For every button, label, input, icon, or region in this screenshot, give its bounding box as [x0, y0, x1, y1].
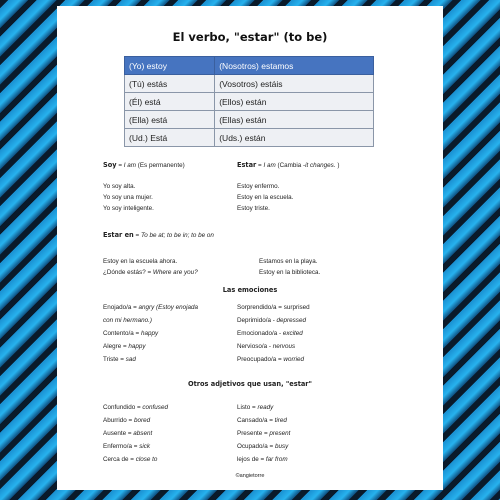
footer-credit: ©angietorre [235, 473, 265, 479]
list-item [103, 417, 150, 425]
table-cell: (Uds.) están [215, 129, 374, 147]
word-es: Cerca de = [103, 456, 136, 463]
list-item [237, 343, 295, 351]
list-item [237, 317, 306, 325]
word-es: Alegre = [103, 343, 129, 350]
table-cell: (Ud.) Está [125, 129, 215, 147]
example: Estamos en la playa. [259, 258, 318, 265]
word-en: close to [135, 456, 158, 463]
word-es: Aburrido = [103, 417, 134, 424]
word-en: busy [274, 443, 289, 450]
list-item [103, 330, 158, 338]
word-en: present [269, 430, 291, 437]
table-cell: (Yo) estoy [125, 57, 215, 75]
word-en: nervous [272, 343, 296, 350]
list-item [103, 343, 146, 351]
word-es: Emocionado/a - [237, 330, 283, 337]
estar-en-eq: = [133, 232, 141, 239]
list-item [237, 304, 310, 312]
example: Yo soy inteligente. [103, 205, 154, 212]
estar-definition [237, 161, 339, 170]
estar-note-end: ) [335, 162, 340, 169]
list-item [103, 356, 136, 364]
word-en: sick [139, 443, 151, 450]
word-es: Contento/a = [103, 330, 141, 337]
word-en: ready [257, 404, 274, 411]
otros-heading: Otros adjetivos que usan, "estar" [188, 380, 312, 388]
word-en: excited [282, 330, 303, 337]
word-es: Listo = [237, 404, 258, 411]
soy-meaning: I am [123, 162, 137, 169]
table-row [125, 129, 374, 147]
word-en: happy [128, 343, 146, 350]
word-es: Confundido = [103, 404, 143, 411]
word-en: sad [125, 356, 136, 363]
example: Estoy en la escuela ahora. [103, 258, 178, 265]
word-es: Triste = [103, 356, 126, 363]
estar-eq: = [256, 162, 264, 169]
example: Yo soy una mujer. [103, 194, 153, 201]
example: Estoy en la escuela. [237, 194, 294, 201]
example: Yo soy alta. [103, 183, 136, 190]
word-es: Ocupado/a = [237, 443, 275, 450]
example-es: ¿Dónde estás? = [103, 269, 153, 276]
emociones-heading: Las emociones [222, 286, 278, 294]
estar-meaning: I am [263, 162, 276, 169]
estar-en-meaning: To be at; to be in; to be on [140, 232, 214, 239]
table-cell: (Vosotros) estáis [215, 75, 374, 93]
word-en: con mi hermano.) [103, 317, 152, 324]
table-row [125, 75, 374, 93]
word-en: happy [140, 330, 159, 337]
list-item [103, 304, 198, 312]
list-item [237, 417, 287, 425]
estar-en-definition [103, 231, 214, 240]
word-en: absent [133, 430, 153, 437]
example-en: Where are you? [152, 269, 198, 276]
list-item [103, 456, 157, 464]
word-es: Preocupado/a = [237, 356, 284, 363]
word-es: Enojado/a = [103, 304, 139, 311]
soy-word: Soy [103, 161, 117, 169]
example: Estoy triste. [237, 205, 270, 212]
table-row [125, 57, 374, 75]
estar-note: (Cambia - [275, 162, 306, 169]
word-en: depressed [276, 317, 306, 324]
list-item [103, 443, 150, 451]
worksheet-title: El verbo, "estar" (to be) [172, 30, 328, 44]
word-en: far from [265, 456, 288, 463]
word-es: Ausente = [103, 430, 134, 437]
word-en: bored [133, 417, 151, 424]
word-es: Sorprendido/a = surprised [237, 304, 310, 311]
table-cell: (Tú) estás [125, 75, 215, 93]
table-cell: (Nosotros) estamos [215, 57, 374, 75]
word-es: Nervioso/a - [237, 343, 273, 350]
word-en: tired [274, 417, 287, 424]
conjugation-table [124, 56, 374, 147]
example [103, 269, 198, 277]
list-item [237, 456, 288, 464]
table-cell: (Él) está [125, 93, 215, 111]
list-item [237, 430, 290, 438]
list-item [237, 404, 273, 412]
list-item [237, 443, 288, 451]
example: Estoy en la biblioteca. [259, 269, 321, 276]
estar-word: Estar [237, 161, 257, 169]
word-en: angry (Estoy enojada [138, 304, 199, 311]
table-cell: (Ella) está [125, 111, 215, 129]
estar-note-meaning: it changes. [305, 162, 336, 169]
word-en: worried [283, 356, 305, 363]
list-item [103, 404, 168, 412]
soy-note: (Es permanente) [136, 162, 185, 169]
word-es: lejos de = [237, 456, 266, 463]
list-item [103, 430, 152, 438]
example: Estoy enfermo. [237, 183, 280, 190]
word-es: Enfermo/a = [103, 443, 140, 450]
table-row [125, 111, 374, 129]
word-es: Cansado/a = [237, 417, 275, 424]
table-cell: (Ellos) están [215, 93, 374, 111]
word-en: confused [142, 404, 168, 411]
word-es: Presente = [237, 430, 270, 437]
table-row [125, 93, 374, 111]
list-item [237, 330, 303, 338]
list-item [103, 317, 152, 325]
worksheet-page [57, 6, 443, 490]
table-cell: (Ellas) están [215, 111, 374, 129]
word-es: Deprimido/a - [237, 317, 277, 324]
soy-definition [103, 161, 185, 170]
estar-en-word: Estar en [103, 231, 134, 239]
soy-eq: = [116, 162, 124, 169]
list-item [237, 356, 304, 364]
